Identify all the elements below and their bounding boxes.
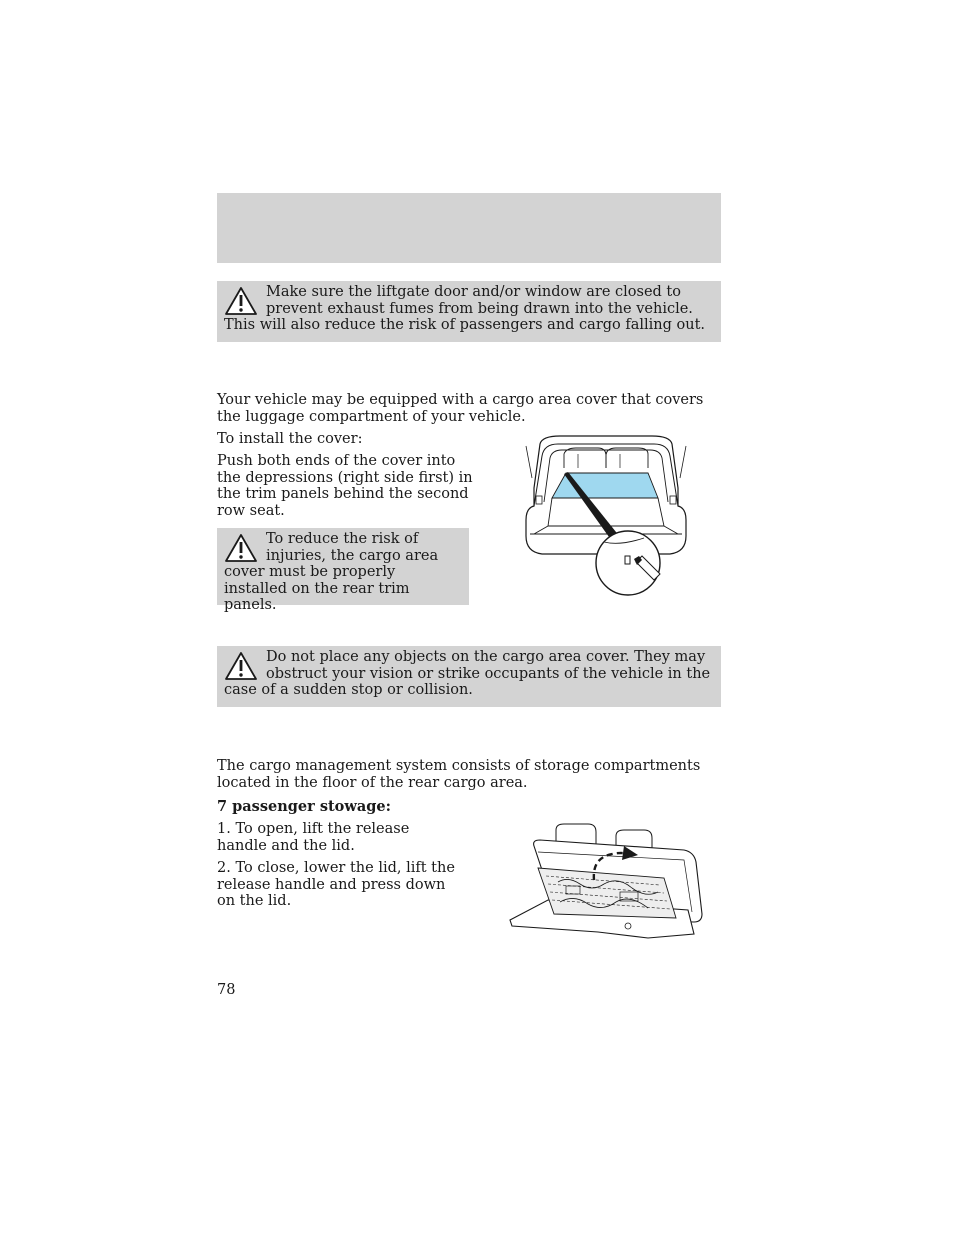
stowage-step-1: 1. To open, lift the release handle and the lid. bbox=[217, 821, 410, 854]
warning-box-cover-install bbox=[217, 528, 469, 613]
cargo-cover-illustration bbox=[520, 434, 692, 596]
stowage-step-2: 2. To close, lower the lid, lift the release handle and press down on the lid. bbox=[217, 860, 455, 909]
install-heading: To install the cover: bbox=[217, 431, 363, 447]
warning-triangle-icon bbox=[224, 533, 258, 563]
page-number: 78 bbox=[217, 982, 236, 998]
install-instructions: Push both ends of the cover into the depressions (right side first) in the trim panels behind the second row seat. bbox=[217, 453, 473, 519]
stowage-heading: 7 passenger stowage: bbox=[217, 798, 391, 815]
warning-triangle-icon bbox=[224, 651, 258, 681]
warning-text-cargo-cover-objects: Do not place any objects on the cargo area cover. They may obstruct your vision or strike occupants of the vehicle in the case of a sudden stop or collision. bbox=[224, 649, 711, 698]
warning-box-cargo-cover-objects bbox=[217, 646, 721, 707]
warning-box-liftgate bbox=[217, 281, 721, 342]
warning-triangle-icon bbox=[224, 286, 258, 316]
warning-text-liftgate: Make sure the liftgate door and/or window are closed to prevent exhaust fumes from being drawn into the vehicle. This will also reduce the risk of passengers and cargo falling out. bbox=[224, 284, 706, 333]
warning-text-cover-install: To reduce the risk of injuries, the cargo area cover must be properly installed on the rear trim panels. bbox=[224, 531, 439, 613]
cargo-cover-intro: Your vehicle may be equipped with a cargo area cover that covers the luggage compartment of your vehicle. bbox=[217, 392, 704, 425]
section-header-band bbox=[217, 193, 721, 263]
cargo-management-intro: The cargo management system consists of storage compartments located in the floor of the rear cargo area. bbox=[217, 758, 701, 791]
stowage-compartment-illustration bbox=[508, 822, 704, 940]
